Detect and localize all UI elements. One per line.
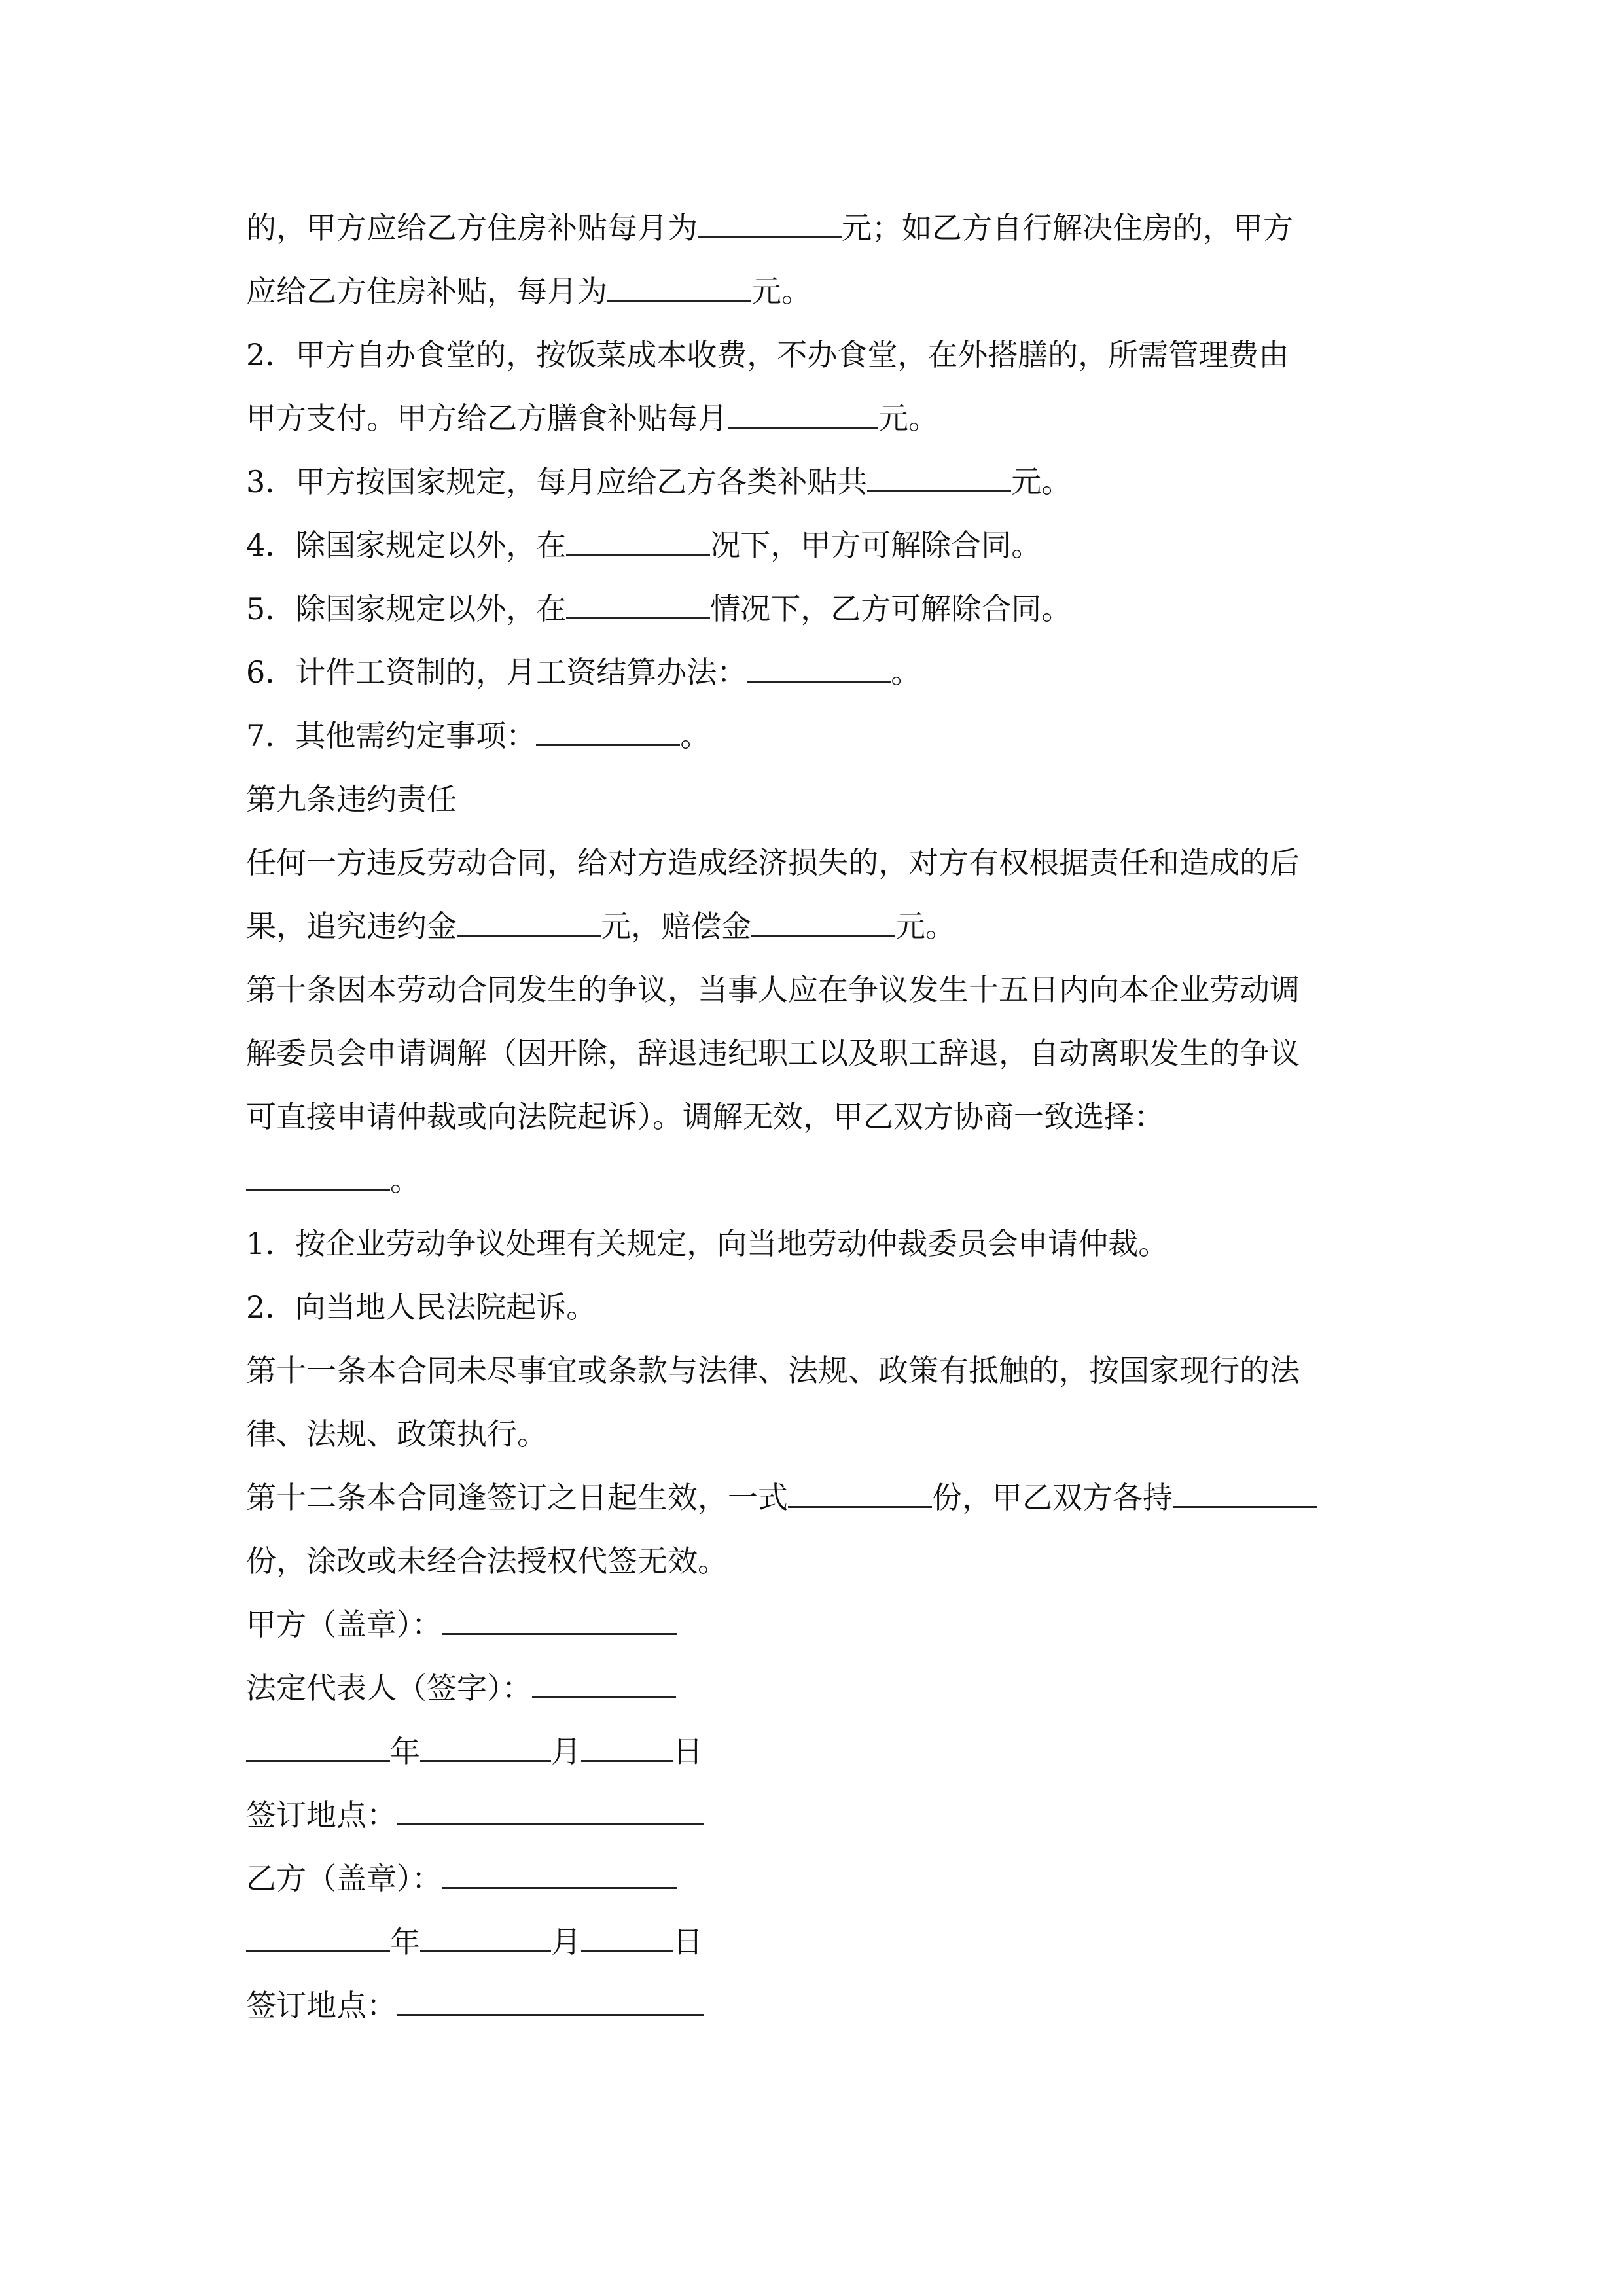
day-blank (581, 1722, 673, 1762)
article-10-line-1 (246, 958, 1385, 1022)
label: 签订地点： (246, 1797, 397, 1833)
text: 。 (680, 718, 711, 753)
text: 年 (390, 1924, 420, 1960)
label: 甲方（盖章）： (246, 1607, 442, 1642)
year-blank (246, 1912, 390, 1952)
blank-field (698, 198, 842, 238)
item-5 (246, 577, 1385, 641)
blank-field (536, 706, 680, 746)
blank-field (747, 643, 891, 683)
text: 份，甲乙双方各持 (932, 1480, 1173, 1515)
text: 可直接申请仲裁或向法院起诉）。调解无效，甲乙双方协商一致选择： (246, 1099, 1164, 1134)
contract-page (246, 196, 1385, 2037)
blank-field (751, 897, 895, 937)
blank-field (867, 452, 1011, 492)
heading: 第九条违约责任 (246, 781, 457, 817)
signature-line (442, 1595, 677, 1635)
year-blank (246, 1722, 390, 1762)
text: 的，甲方应给乙方住房补贴每月为 (246, 210, 698, 245)
text: 元。 (751, 274, 812, 309)
signature-party-b (246, 1847, 1385, 1910)
item-2-line-2 (246, 387, 1385, 450)
text: 2．甲方自办食堂的，按饭菜成本收费，不办食堂，在外搭膳的，所需管理费由 (246, 337, 1289, 372)
label: 法定代表人（签字）： (246, 1670, 532, 1706)
text: 甲方支付。甲方给乙方膳食补贴每月 (246, 401, 728, 436)
text: 果，追究违约金 (246, 908, 457, 944)
blank-field (566, 516, 710, 556)
article-9-line-2 (246, 895, 1385, 958)
item-3 (246, 450, 1385, 514)
article-11-line-1 (246, 1339, 1385, 1403)
text: 第十二条本合同逢签订之日起生效，一式 (246, 1480, 788, 1515)
text: 7．其他需约定事项： (246, 718, 537, 753)
signature-place-b (246, 1974, 1385, 2037)
item-2-line-1 (246, 323, 1385, 387)
signature-date-b (246, 1910, 1385, 1974)
text: 元，赔偿金 (601, 908, 751, 944)
text: 月 (551, 1924, 581, 1960)
text: 2．向当地人民法院起诉。 (246, 1289, 597, 1325)
text: 日 (673, 1924, 703, 1960)
month-blank (420, 1912, 551, 1952)
article-10-option-2 (246, 1276, 1385, 1339)
signature-party-a (246, 1593, 1385, 1657)
text: 5．除国家规定以外，在 (246, 591, 567, 626)
text: 月 (551, 1734, 581, 1769)
article-11-line-2 (246, 1403, 1385, 1466)
label: 乙方（盖章）： (246, 1861, 442, 1896)
article-12-line-2 (246, 1530, 1385, 1593)
text: 律、法规、政策执行。 (246, 1416, 547, 1452)
month-blank (420, 1722, 551, 1762)
text: 6．计件工资制的，月工资结算办法： (246, 655, 747, 690)
text: 解委员会申请调解（因开除，辞退违纪职工以及职工辞退，自动离职发生的争议 (246, 1035, 1300, 1071)
blank-field (728, 389, 878, 429)
text: 年 (390, 1734, 420, 1769)
article-12-line-1 (246, 1466, 1385, 1530)
text: 3．甲方按国家规定，每月应给乙方各类补贴共 (246, 464, 868, 499)
item-7 (246, 704, 1385, 768)
blank-field (566, 579, 710, 619)
blank-field (457, 897, 601, 937)
text: 应给乙方住房补贴，每月为 (246, 274, 607, 309)
text: 份，涂改或未经合法授权代签无效。 (246, 1543, 728, 1579)
label: 签订地点： (246, 1988, 397, 2023)
article-10-line-3 (246, 1085, 1385, 1149)
paragraph-housing-2 (246, 260, 1385, 323)
text: 元。 (878, 401, 938, 436)
signature-date-a (246, 1720, 1385, 1784)
article-10-line-2 (246, 1022, 1385, 1085)
text: 元；如乙方自行解决住房的，甲方 (842, 210, 1293, 245)
text: 元。 (895, 908, 955, 944)
article-9-title (246, 768, 1385, 831)
text: 1．按企业劳动争议处理有关规定，向当地劳动仲裁委员会申请仲裁。 (246, 1226, 1169, 1261)
text: 任何一方违反劳动合同，给对方造成经济损失的，对方有权根据责任和造成的后 (246, 845, 1300, 880)
signature-line (442, 1849, 677, 1889)
text: 元。 (1011, 464, 1072, 499)
text: 情况下，乙方可解除合同。 (710, 591, 1072, 626)
article-9-line-1 (246, 831, 1385, 895)
text: 。 (891, 655, 921, 690)
article-10-line-4 (246, 1149, 1385, 1212)
text: 第十条因本劳动合同发生的争议，当事人应在争议发生十五日内向本企业劳动调 (246, 972, 1300, 1007)
text: 。 (390, 1162, 420, 1198)
day-blank (581, 1912, 673, 1952)
text: 况下，甲方可解除合同。 (710, 528, 1042, 563)
blank-field (607, 262, 751, 302)
signature-place-a (246, 1784, 1385, 1847)
paragraph-housing-1 (246, 196, 1385, 260)
article-10-option-1 (246, 1212, 1385, 1276)
signature-legal-rep (246, 1657, 1385, 1720)
blank-field (246, 1151, 390, 1191)
signature-line (397, 1976, 704, 2016)
item-4 (246, 514, 1385, 577)
signature-line (532, 1659, 676, 1698)
text: 4．除国家规定以外，在 (246, 528, 567, 563)
text: 日 (673, 1734, 703, 1769)
blank-field (1173, 1468, 1317, 1508)
blank-field (788, 1468, 932, 1508)
text: 第十一条本合同未尽事宜或条款与法律、法规、政策有抵触的，按国家现行的法 (246, 1353, 1300, 1388)
signature-line (397, 1785, 704, 1825)
item-6 (246, 641, 1385, 704)
